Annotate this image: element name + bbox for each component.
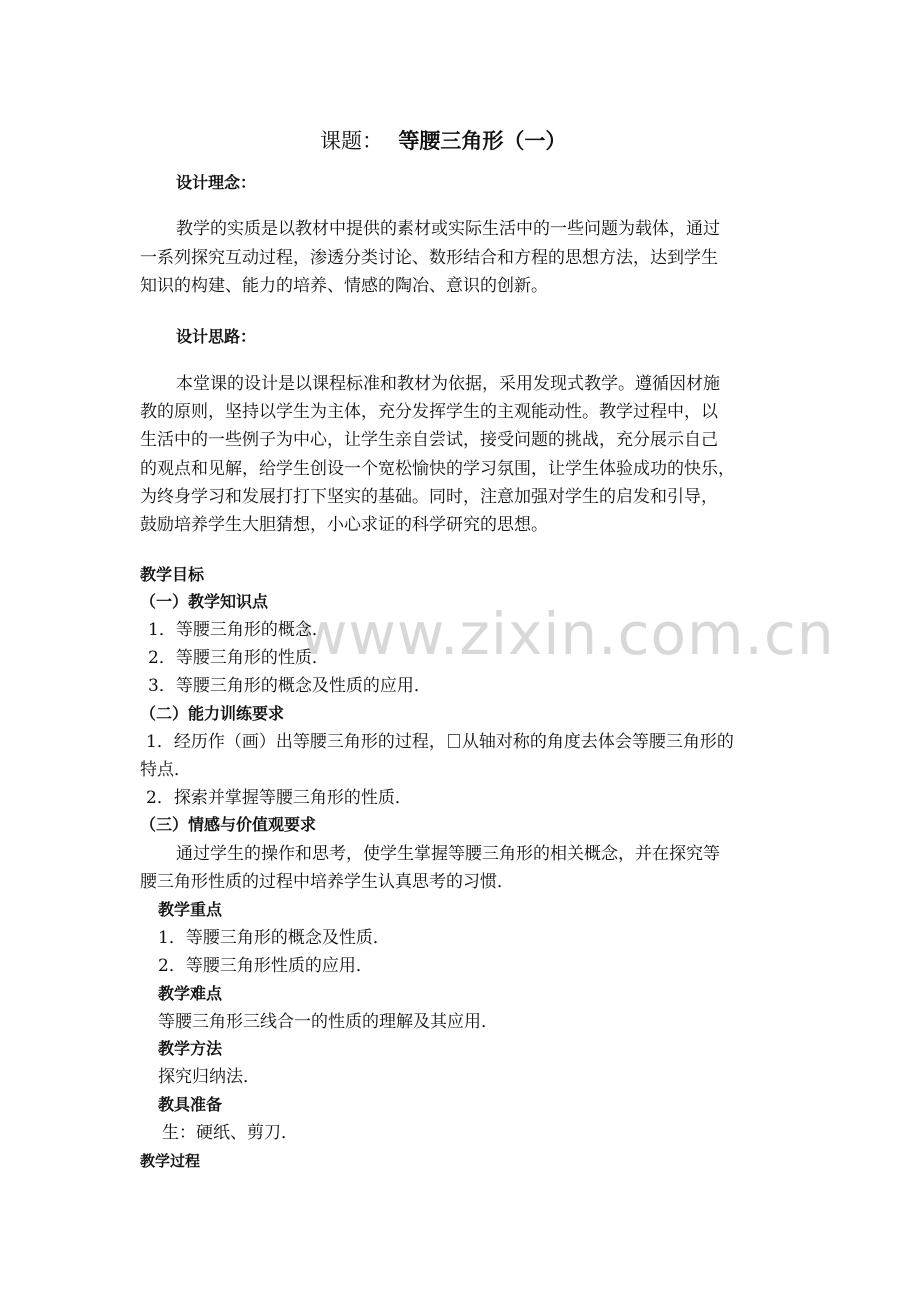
tools-heading: 教具准备 [158, 1095, 223, 1114]
ability-item-1-part2: 从轴对称的角度去体会等腰三角形的 [461, 732, 734, 752]
difficulties-text: 等腰三角形三线合一的性质的理解及其应用． [158, 1012, 498, 1032]
ability-item-1-part1: 1．经历作（画）出等腰三角形的过程， [146, 732, 446, 752]
missing-glyph-icon [448, 734, 460, 748]
design-concept-line: 知识的构建、能力的培养、情感的陶冶、意识的创新。 [140, 276, 548, 296]
emotion-line: 腰三角形性质的过程中培养学生认真思考的习惯． [140, 872, 514, 892]
ability-item-2: 2．探索并掌握等腰三角形的性质． [146, 788, 412, 808]
difficulties-heading: 教学难点 [158, 984, 223, 1003]
goals-heading: 教学目标 [140, 565, 205, 584]
ability-item-1 [146, 731, 734, 753]
design-idea-line: 本堂课的设计是以课程标准和教材为依据，采用发现式教学。遵循因材施 [176, 374, 720, 394]
tools-text: 生：硬纸、剪刀． [162, 1123, 298, 1143]
watermark: www.zixin.com.cn [300, 600, 835, 668]
design-idea-line: 为终身学习和发展打打下坚实的基础。同时，注意加强对学生的启发和引导， [140, 487, 718, 507]
knowledge-heading: （一）教学知识点 [140, 592, 269, 611]
title-prefix: 课题： [320, 129, 383, 153]
process-heading: 教学过程 [140, 1152, 201, 1170]
design-idea-line: 的观点和见解，给学生创设一个宽松愉快的学习氛围，让学生体验成功的快乐， [140, 459, 735, 479]
design-idea-heading: 设计思路： [176, 327, 257, 346]
knowledge-item: 1．等腰三角形的概念． [148, 620, 329, 640]
design-idea-line: 鼓励培养学生大胆猜想，小心求证的科学研究的思想。 [140, 515, 548, 535]
knowledge-item: 3．等腰三角形的概念及性质的应用． [148, 676, 431, 696]
page-title [320, 127, 566, 157]
ability-heading: （二）能力训练要求 [140, 704, 285, 723]
design-idea-line: 教的原则，坚持以学生为主体，充分发挥学生的主观能动性。教学过程中，以 [140, 402, 718, 422]
methods-text: 探究归纳法． [158, 1067, 260, 1087]
knowledge-item: 2．等腰三角形的性质． [148, 648, 329, 668]
design-concept-heading: 设计理念： [176, 173, 257, 192]
design-idea-line: 生活中的一些例子为中心，让学生亲自尝试，接受问题的挑战，充分展示自己 [140, 430, 718, 450]
key-point-item: 1．等腰三角形的概念及性质． [158, 928, 390, 948]
design-concept-line: 一系列探究互动过程，渗透分类讨论、数形结合和方程的思想方法，达到学生 [140, 248, 718, 268]
design-concept-line: 教学的实质是以教材中提供的素材或实际生活中的一些问题为载体，通过 [176, 219, 720, 239]
methods-heading: 教学方法 [158, 1039, 223, 1058]
emotion-line: 通过学生的操作和思考，使学生掌握等腰三角形的相关概念，并在探究等 [176, 844, 720, 864]
ability-item-1-cont: 特点． [140, 760, 191, 780]
key-points-heading: 教学重点 [158, 900, 223, 919]
title-main: 等腰三角形（一） [398, 129, 567, 153]
key-point-item: 2．等腰三角形性质的应用． [158, 956, 373, 976]
emotion-heading: （三）情感与价值观要求 [140, 815, 317, 834]
